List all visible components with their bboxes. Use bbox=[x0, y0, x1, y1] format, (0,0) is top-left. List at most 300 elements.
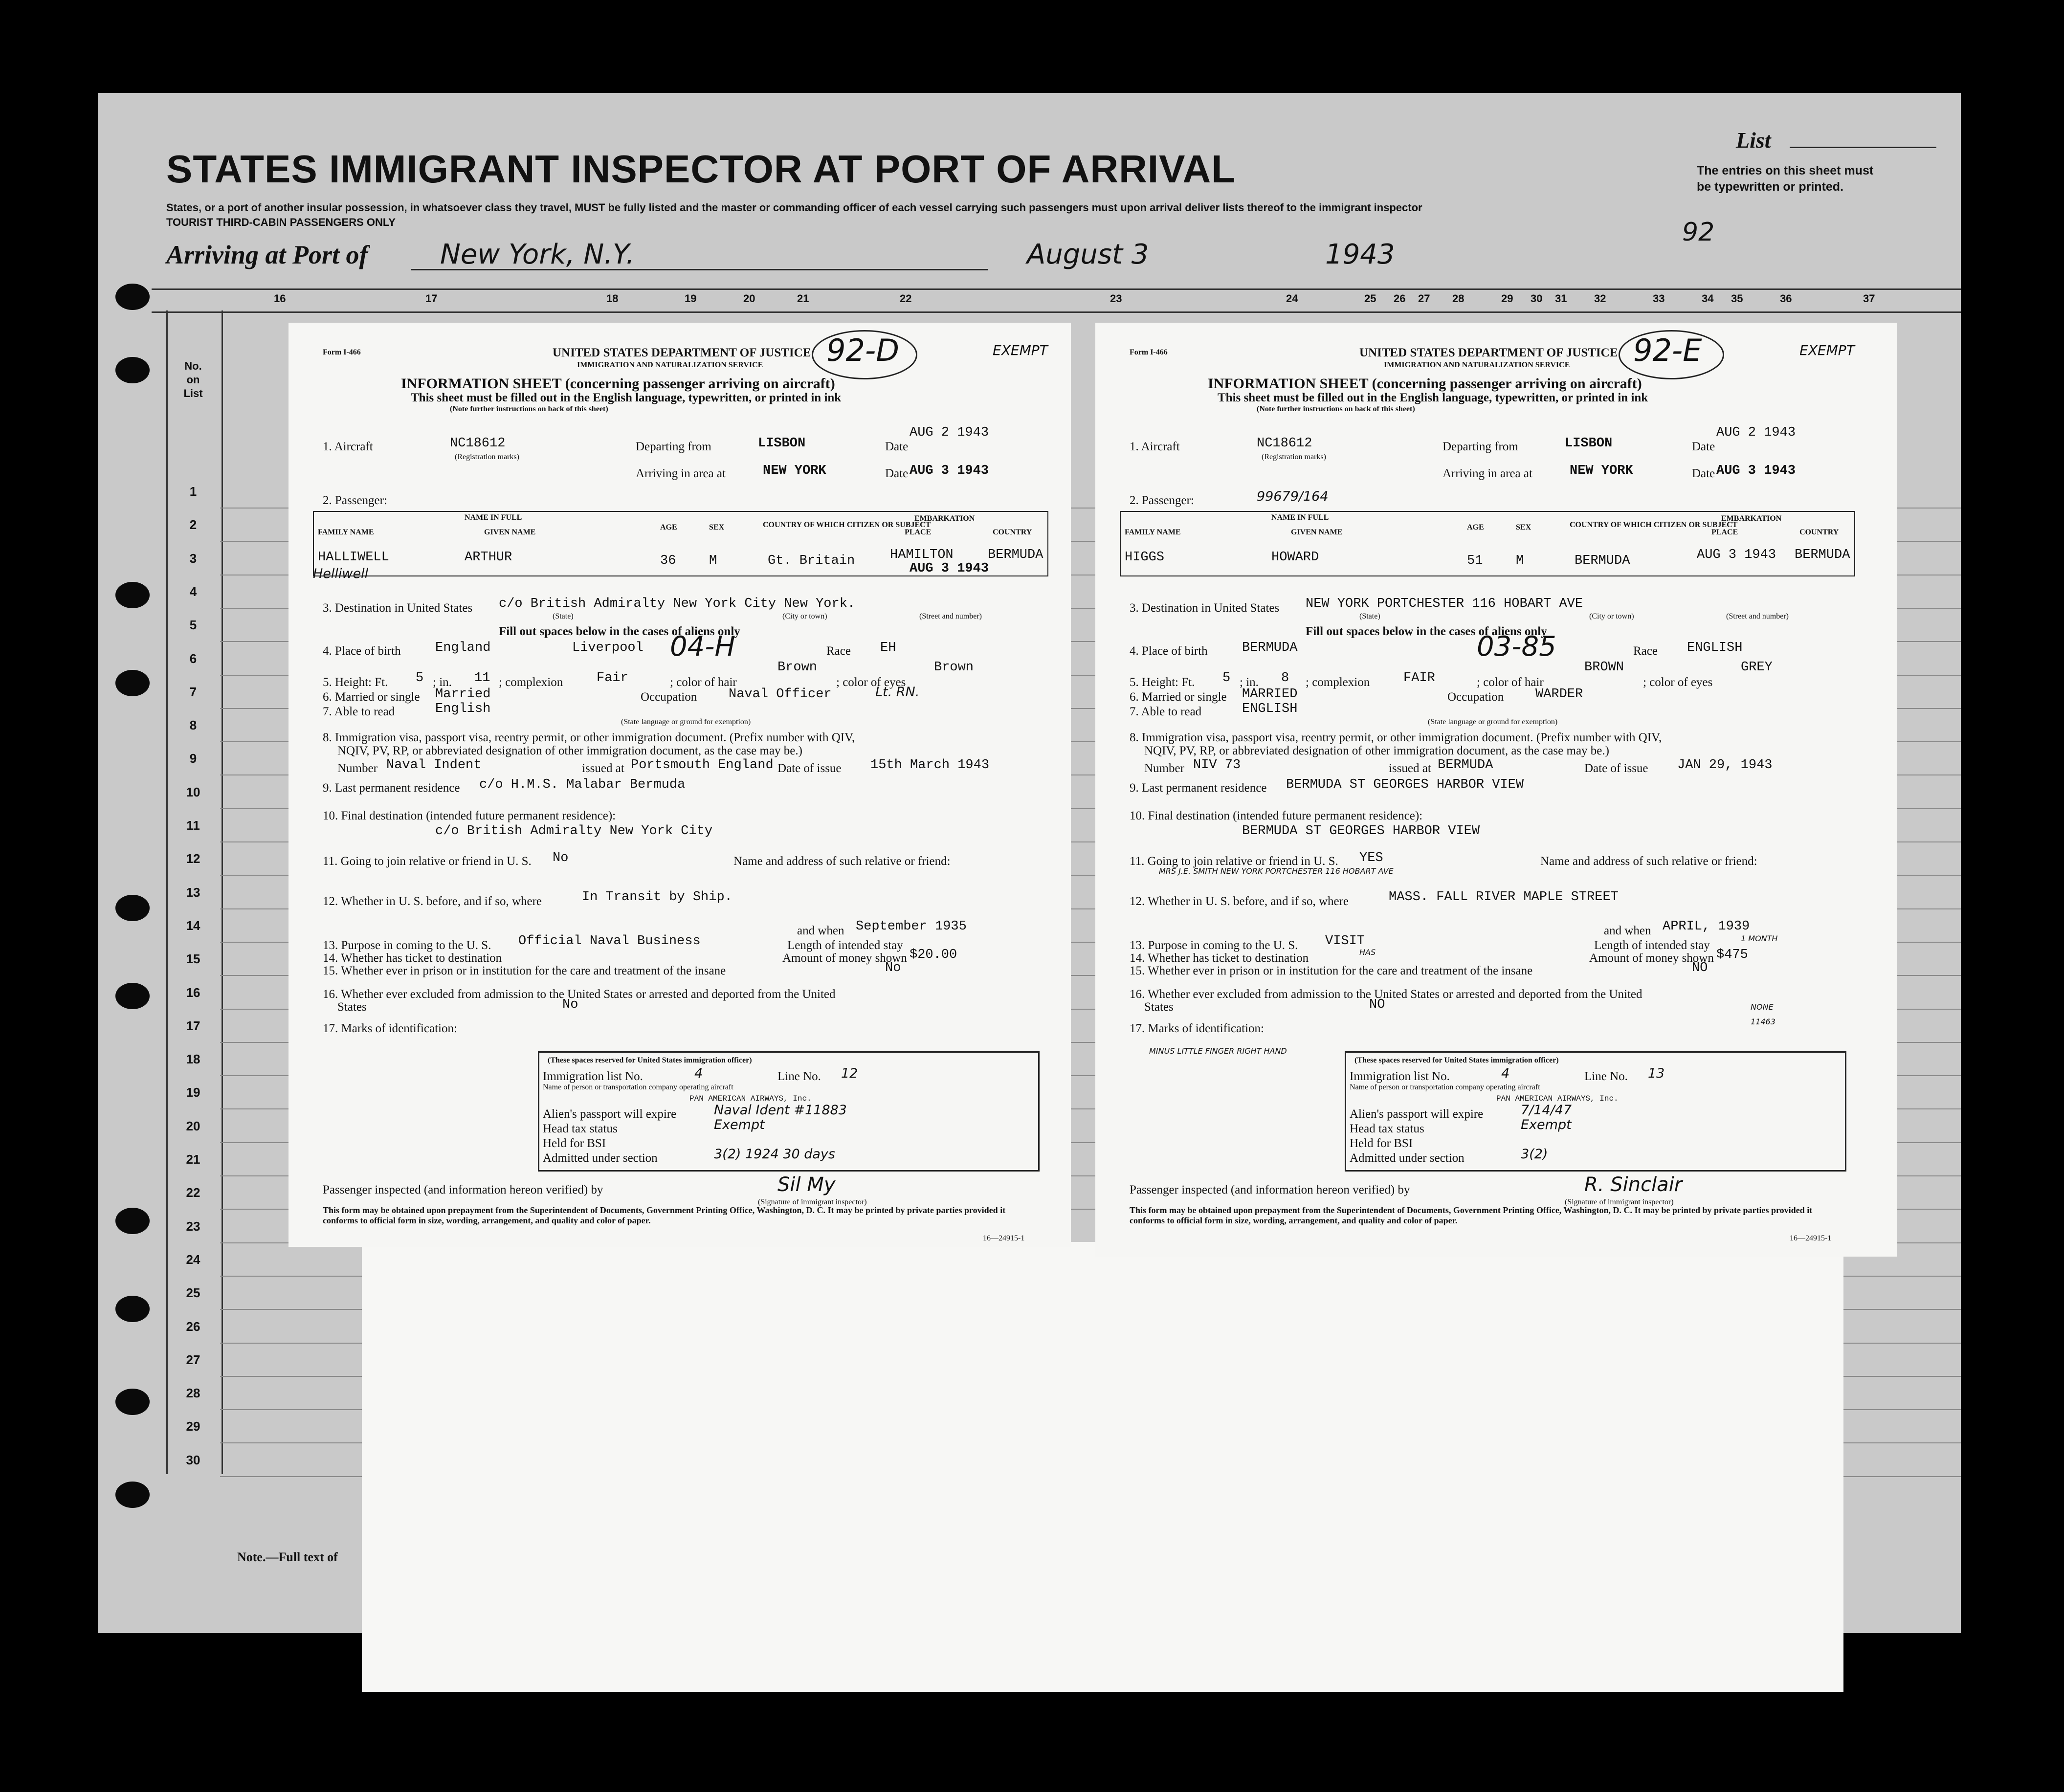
able-to-read: English bbox=[435, 702, 491, 716]
label-q14: 14. Whether has ticket to destination bbox=[323, 951, 502, 965]
label-q11: 11. Going to join relative or friend in U. S. bbox=[1130, 855, 1338, 868]
form-code: 16—24915-1 bbox=[1790, 1234, 1832, 1242]
form-number: Form I-466 bbox=[1130, 348, 1168, 356]
label-country: COUNTRY bbox=[993, 528, 1032, 536]
column-number: 25 bbox=[1364, 292, 1376, 305]
when: APRIL, 1939 bbox=[1663, 919, 1750, 934]
label-q17: 17. Marks of identification: bbox=[323, 1022, 457, 1035]
label-embarkation: EMBARKATION bbox=[914, 514, 975, 523]
label-departing: Departing from bbox=[636, 440, 711, 453]
label-admitted: Admitted under section bbox=[543, 1151, 658, 1165]
passenger-number: 99679/164 bbox=[1257, 489, 1329, 504]
departing-value: LISBON bbox=[758, 436, 806, 451]
marks-num: 11463 bbox=[1751, 1017, 1775, 1026]
inspector-signature: R. Sinclair bbox=[1584, 1173, 1683, 1196]
binder-hole bbox=[115, 1482, 150, 1508]
circled-number: 92-D bbox=[826, 332, 900, 368]
race: EH bbox=[880, 641, 896, 655]
label-admitted: Admitted under section bbox=[1350, 1151, 1465, 1165]
label-city: (City or town) bbox=[1589, 612, 1634, 620]
circled-number-ring bbox=[812, 330, 917, 379]
label-city: (City or town) bbox=[782, 612, 827, 620]
label-in: ; in. bbox=[433, 676, 452, 689]
passport-exp: 7/14/47 bbox=[1521, 1103, 1572, 1118]
label-lang: (State language or ground for exemption) bbox=[1428, 718, 1558, 726]
row-number: 8 bbox=[189, 718, 197, 733]
row-number: 23 bbox=[186, 1218, 200, 1234]
money: $20.00 bbox=[910, 948, 957, 962]
list-underline bbox=[1790, 147, 1936, 148]
birth-code: 04-H bbox=[670, 631, 735, 663]
aircraft-value: NC18612 bbox=[1257, 436, 1312, 451]
label-complexion: ; complexion bbox=[1306, 676, 1370, 689]
age: 51 bbox=[1467, 553, 1483, 568]
label-eyes: ; color of eyes bbox=[1643, 676, 1713, 689]
married: Married bbox=[435, 687, 491, 702]
reserved-box bbox=[1345, 1051, 1846, 1172]
label-in: ; in. bbox=[1240, 676, 1259, 689]
arriving-year: 1943 bbox=[1325, 239, 1395, 270]
row-number: 30 bbox=[186, 1452, 200, 1467]
binder-hole bbox=[115, 582, 150, 608]
row-number: 20 bbox=[186, 1118, 200, 1133]
passenger-table bbox=[1120, 511, 1855, 576]
height-in: 8 bbox=[1281, 671, 1289, 686]
row-number: 2 bbox=[189, 517, 197, 532]
exempt-mark: EXEMPT bbox=[1799, 342, 1855, 358]
doc-date: 15th March 1943 bbox=[870, 758, 990, 773]
label-date-issue: Date of issue bbox=[777, 762, 842, 775]
label-reg: (Registration marks) bbox=[455, 453, 519, 461]
label-q11: 11. Going to join relative or friend in U. S. bbox=[323, 855, 532, 868]
reserved-note: (These spaces reserved for United States immigration officer) bbox=[548, 1056, 752, 1064]
label-q8b: NQIV, PV, RP, or abbreviated designation of other immigration document, as the case may be.) bbox=[337, 744, 802, 757]
binder-hole bbox=[115, 670, 150, 696]
prison: NO bbox=[1692, 961, 1708, 975]
label-q8b: NQIV, PV, RP, or abbreviated designation of other immigration document, as the case may be.) bbox=[1144, 744, 1609, 757]
instruction-note: (Note further instructions on back of this sheet) bbox=[1257, 405, 1415, 413]
hair: BROWN bbox=[1584, 660, 1624, 675]
label-family: FAMILY NAME bbox=[318, 528, 374, 536]
date-stamp: AUG 2 1943 bbox=[910, 425, 989, 440]
row-number: 3 bbox=[189, 551, 197, 566]
label-q6: 6. Married or single bbox=[323, 690, 420, 704]
date-stamp: AUG 2 1943 bbox=[1716, 425, 1796, 440]
embark-place: AUG 3 1943 bbox=[1697, 548, 1776, 562]
label-place: PLACE bbox=[905, 528, 932, 536]
family-name: HALLIWELL bbox=[318, 550, 389, 565]
inspector-signature: Sil My bbox=[777, 1173, 836, 1196]
label-departing: Departing from bbox=[1443, 440, 1518, 453]
birth-city: Liverpool bbox=[572, 641, 644, 655]
residence: c/o H.M.S. Malabar Bermuda bbox=[479, 777, 686, 792]
imm-list-value: 4 bbox=[694, 1066, 703, 1081]
row-number: 7 bbox=[189, 684, 197, 699]
sex: M bbox=[1516, 553, 1524, 568]
row-number: 17 bbox=[186, 1018, 200, 1033]
passenger-table bbox=[313, 511, 1048, 576]
column-number: 26 bbox=[1394, 292, 1406, 305]
label-q17: 17. Marks of identification: bbox=[1130, 1022, 1264, 1035]
join-relative: No bbox=[553, 851, 569, 865]
label-occupation: Occupation bbox=[641, 690, 697, 704]
column-number: 36 bbox=[1780, 292, 1792, 305]
admitted: 3(2) 1924 30 days bbox=[714, 1147, 835, 1162]
label-q11b: Name and address of such relative or friend: bbox=[733, 855, 951, 868]
column-number: 30 bbox=[1531, 292, 1543, 305]
marks-extra: NONE bbox=[1751, 1002, 1774, 1012]
label-date: Date bbox=[1692, 440, 1715, 453]
label-q3: 3. Destination in United States bbox=[1130, 601, 1280, 615]
arrival-stamp: AUG 3 1943 bbox=[1716, 464, 1796, 478]
row-number: 1 bbox=[189, 484, 197, 499]
excluded: No bbox=[562, 997, 578, 1012]
label-passport: Alien's passport will expire bbox=[1350, 1107, 1484, 1121]
label-q5: 5. Height: Ft. bbox=[323, 676, 388, 689]
excluded: NO bbox=[1369, 997, 1385, 1012]
arriving-date: August 3 bbox=[1027, 239, 1149, 270]
row-number: 19 bbox=[186, 1085, 200, 1100]
embark-stamp: AUG 3 1943 bbox=[910, 561, 989, 576]
column-number: 31 bbox=[1555, 292, 1567, 305]
label-q13: 13. Purpose in coming to the U. S. bbox=[1130, 939, 1298, 952]
label-passenger: 2. Passenger: bbox=[323, 494, 387, 507]
column-number: 17 bbox=[425, 292, 438, 305]
label-hair: ; color of hair bbox=[670, 676, 737, 689]
admitted: 3(2) bbox=[1521, 1147, 1548, 1162]
row-number: 24 bbox=[186, 1252, 200, 1267]
label-family: FAMILY NAME bbox=[1125, 528, 1181, 536]
list-note-1: The entries on this sheet must bbox=[1697, 164, 1874, 177]
given-name: HOWARD bbox=[1271, 550, 1319, 565]
aliens-note: Fill out spaces below in the cases of aliens only bbox=[1306, 625, 1547, 638]
citizen: Gt. Britain bbox=[768, 553, 855, 568]
birth-country: BERMUDA bbox=[1242, 641, 1298, 655]
label-q9: 9. Last permanent residence bbox=[1130, 781, 1267, 795]
instruction-note: (Note further instructions on back of this sheet) bbox=[450, 405, 608, 413]
label-head-tax: Head tax status bbox=[543, 1122, 618, 1135]
label-issued: issued at bbox=[582, 762, 624, 775]
final-destination: c/o British Admiralty New York City bbox=[435, 824, 713, 839]
department: UNITED STATES DEPARTMENT OF JUSTICE bbox=[1359, 346, 1618, 359]
embark-country: BERMUDA bbox=[988, 548, 1043, 562]
manifest-title: STATES IMMIGRANT INSPECTOR AT PORT OF ARRIVAL bbox=[166, 147, 1236, 191]
label-citizen: COUNTRY OF WHICH CITIZEN OR SUBJECT bbox=[763, 521, 931, 529]
label-eyes: ; color of eyes bbox=[836, 676, 906, 689]
reserved-box bbox=[538, 1051, 1040, 1172]
list-note-2: be typewritten or printed. bbox=[1697, 180, 1844, 194]
label-number: Number bbox=[1144, 762, 1184, 775]
row-number: 4 bbox=[189, 584, 197, 599]
given-name: ARTHUR bbox=[465, 550, 512, 565]
row-number: 11 bbox=[186, 818, 200, 833]
column-number: 16 bbox=[274, 292, 286, 305]
label-hair: ; color of hair bbox=[1477, 676, 1544, 689]
label-q8: 8. Immigration visa, passport visa, reentry permit, or other immigration document. (Prefix number with QIV, bbox=[1130, 731, 1662, 744]
label-name-in-full: NAME IN FULL bbox=[465, 513, 522, 522]
label-line-no: Line No. bbox=[1584, 1070, 1628, 1083]
embark-country: BERMUDA bbox=[1795, 548, 1850, 562]
embark-place: HAMILTON bbox=[890, 548, 954, 562]
label-q16: 16. Whether ever excluded from admission to the United States or arrested and deported from the United bbox=[323, 988, 836, 1001]
column-number: 24 bbox=[1286, 292, 1298, 305]
label-street: (Street and number) bbox=[1726, 612, 1789, 620]
label-date-issue: Date of issue bbox=[1584, 762, 1648, 775]
label-head-tax: Head tax status bbox=[1350, 1122, 1424, 1135]
birth-country: England bbox=[435, 641, 491, 655]
label-stay: Length of intended stay bbox=[787, 939, 903, 952]
citizen: BERMUDA bbox=[1575, 553, 1630, 568]
marks: MINUS LITTLE FINGER RIGHT HAND bbox=[1149, 1046, 1287, 1056]
prison: No bbox=[885, 961, 901, 975]
manifest-class: TOURIST THIRD-CABIN PASSENGERS ONLY bbox=[166, 216, 396, 228]
binder-hole bbox=[115, 983, 150, 1009]
occupation: WARDER bbox=[1535, 687, 1583, 702]
purpose: Official Naval Business bbox=[518, 934, 701, 949]
label-q5: 5. Height: Ft. bbox=[1130, 676, 1195, 689]
relative: MRS J.E. SMITH NEW YORK PORTCHESTER 116 HOBART AVE bbox=[1159, 866, 1394, 876]
purpose: VISIT bbox=[1325, 934, 1365, 949]
label-q12: 12. Whether in U. S. before, and if so, where bbox=[323, 895, 542, 908]
exempt-mark: EXEMPT bbox=[993, 342, 1048, 358]
sig-caption: (Signature of immigrant inspector) bbox=[758, 1198, 867, 1206]
information-sheet-left bbox=[289, 323, 1071, 1247]
arriving-value: NEW YORK bbox=[763, 464, 826, 478]
row-number: 18 bbox=[186, 1052, 200, 1067]
blank-backing-sheet bbox=[362, 1242, 1843, 1692]
destination: NEW YORK PORTCHESTER 116 HOBART AVE bbox=[1306, 597, 1583, 611]
label-state: (State) bbox=[1359, 612, 1380, 620]
row-number: 28 bbox=[186, 1386, 200, 1401]
column-number: 20 bbox=[743, 292, 755, 305]
married: MARRIED bbox=[1242, 687, 1298, 702]
note-fragment: Note.—Full text of bbox=[237, 1550, 338, 1564]
doc-issued-at: Portsmouth England bbox=[631, 758, 774, 773]
able-to-read: ENGLISH bbox=[1242, 702, 1298, 716]
occupation-hw: Lt. RN. bbox=[875, 685, 920, 700]
arrival-stamp: AUG 3 1943 bbox=[910, 464, 989, 478]
label-when: and when bbox=[797, 924, 844, 937]
money: $475 bbox=[1716, 948, 1748, 962]
column-number: 33 bbox=[1653, 292, 1665, 305]
label-q15: 15. Whether ever in prison or in institution for the care and treatment of the insane bbox=[323, 964, 726, 977]
column-numbers bbox=[152, 292, 1961, 307]
form-number: Form I-466 bbox=[323, 348, 361, 356]
manifest-notice: States, or a port of another insular possession, in whatsoever class they travel, MUST be fully listed and the master or commanding officer of each vessel carrying such passengers must upon arrival deliver lists thereof to the immigrant inspector bbox=[166, 201, 1422, 214]
in-us-before: MASS. FALL RIVER MAPLE STREET bbox=[1389, 890, 1619, 905]
label-arriving: Arriving in area at bbox=[1443, 467, 1532, 480]
label-sex: SEX bbox=[1516, 523, 1531, 531]
label-q15: 15. Whether ever in prison or in institution for the care and treatment of the insane bbox=[1130, 964, 1533, 977]
instruction: This sheet must be filled out in the English language, typewritten, or printed in ink bbox=[1218, 391, 1648, 404]
label-q6: 6. Married or single bbox=[1130, 690, 1227, 704]
doc-issued-at: BERMUDA bbox=[1438, 758, 1493, 773]
departing-value: LISBON bbox=[1565, 436, 1613, 451]
label-lang: (State language or ground for exemption) bbox=[621, 718, 751, 726]
row-number: 10 bbox=[186, 784, 200, 799]
family-name-hw: Helliwell bbox=[313, 566, 369, 581]
arriving-port: New York, N.Y. bbox=[440, 239, 635, 270]
label-issued: issued at bbox=[1389, 762, 1431, 775]
circled-number-ring bbox=[1619, 330, 1724, 379]
label-place: PLACE bbox=[1711, 528, 1738, 536]
label-number: Number bbox=[337, 762, 377, 775]
col-header-no: No. on List bbox=[183, 360, 203, 399]
row-number: 25 bbox=[186, 1285, 200, 1301]
row-number: 6 bbox=[189, 651, 197, 666]
label-imm-list: Immigration list No. bbox=[1350, 1070, 1450, 1083]
circled-number: 92-E bbox=[1633, 332, 1702, 368]
height-ft: 5 bbox=[416, 671, 424, 686]
label-imm-list: Immigration list No. bbox=[543, 1070, 643, 1083]
department: UNITED STATES DEPARTMENT OF JUSTICE bbox=[553, 346, 811, 359]
label-q4: 4. Place of birth bbox=[323, 644, 401, 658]
service: IMMIGRATION AND NATURALIZATION SERVICE bbox=[1384, 361, 1570, 369]
label-reg: (Registration marks) bbox=[1262, 453, 1326, 461]
footer-note: This form may be obtained upon prepayment from the Superintendent of Documents, Government Printing Office, Washington, D. C. It may be printed by private parties provided it conforms to official form in size, wording, arrangement, and quality and color of paper. bbox=[323, 1205, 1006, 1225]
label-q11b: Name and address of such relative or friend: bbox=[1540, 855, 1757, 868]
label-company: Name of person or transportation company operating aircraft bbox=[1350, 1083, 1540, 1091]
column-number: 21 bbox=[797, 292, 809, 305]
occupation: Naval Officer bbox=[729, 687, 832, 702]
label-inspected: Passenger inspected (and information hereon verified) by bbox=[323, 1183, 603, 1196]
row-number: 26 bbox=[186, 1319, 200, 1334]
label-street: (Street and number) bbox=[919, 612, 982, 620]
label-given: GIVEN NAME bbox=[1291, 528, 1343, 536]
label-date: Date bbox=[885, 440, 909, 453]
column-number: 32 bbox=[1594, 292, 1606, 305]
family-name: HIGGS bbox=[1125, 550, 1165, 565]
row-number: 12 bbox=[186, 851, 200, 866]
head-tax: Exempt bbox=[1521, 1117, 1572, 1132]
column-number: 22 bbox=[900, 292, 912, 305]
label-state: (State) bbox=[553, 612, 574, 620]
row-number: 13 bbox=[186, 885, 200, 900]
binder-hole bbox=[115, 895, 150, 921]
row-number: 16 bbox=[186, 985, 200, 1000]
label-stay: Length of intended stay bbox=[1594, 939, 1710, 952]
row-number: 9 bbox=[189, 751, 197, 766]
column-number: 19 bbox=[685, 292, 697, 305]
row-number: 15 bbox=[186, 951, 200, 967]
heading: INFORMATION SHEET (concerning passenger arriving on aircraft) bbox=[401, 376, 835, 392]
row-number: 27 bbox=[186, 1352, 200, 1367]
label-q9: 9. Last permanent residence bbox=[323, 781, 460, 795]
arriving-underline bbox=[411, 269, 988, 270]
in-us-before: In Transit by Ship. bbox=[582, 890, 732, 905]
service: IMMIGRATION AND NATURALIZATION SERVICE bbox=[577, 361, 763, 369]
column-number: 34 bbox=[1702, 292, 1714, 305]
birth-code: 03-85 bbox=[1477, 631, 1556, 663]
arriving-label: Arriving at Port of bbox=[166, 240, 368, 269]
label-passport: Alien's passport will expire bbox=[543, 1107, 677, 1121]
row-numbers bbox=[178, 484, 208, 1486]
label-bsi: Held for BSI bbox=[543, 1137, 606, 1150]
label-complexion: ; complexion bbox=[499, 676, 563, 689]
sex: M bbox=[709, 553, 717, 568]
sig-caption: (Signature of immigrant inspector) bbox=[1565, 1198, 1674, 1206]
aircraft-value: NC18612 bbox=[450, 436, 506, 451]
join-relative: YES bbox=[1359, 851, 1383, 865]
company-value: PAN AMERICAN AIRWAYS, Inc. bbox=[1496, 1094, 1619, 1103]
height-in: 11 bbox=[474, 671, 490, 686]
list-number: 92 bbox=[1682, 218, 1715, 247]
binder-hole bbox=[115, 1389, 150, 1415]
label-age: AGE bbox=[1467, 523, 1484, 531]
label-money: Amount of money shown bbox=[782, 951, 907, 965]
line-no-value: 13 bbox=[1648, 1066, 1665, 1081]
imm-list-value: 4 bbox=[1501, 1066, 1510, 1081]
label-aircraft: 1. Aircraft bbox=[1130, 440, 1180, 453]
row-number: 14 bbox=[186, 918, 200, 933]
ticket: HAS bbox=[1359, 948, 1376, 957]
complexion: Fair bbox=[597, 671, 628, 686]
binder-hole bbox=[115, 357, 150, 383]
row-number: 29 bbox=[186, 1419, 200, 1434]
residence: BERMUDA ST GEORGES HARBOR VIEW bbox=[1286, 777, 1524, 792]
list-label: List bbox=[1736, 128, 1771, 153]
information-sheet-right bbox=[1095, 323, 1897, 1257]
label-citizen: COUNTRY OF WHICH CITIZEN OR SUBJECT bbox=[1570, 521, 1738, 529]
label-aircraft: 1. Aircraft bbox=[323, 440, 373, 453]
label-q10: 10. Final destination (intended future permanent residence): bbox=[323, 809, 616, 822]
hair: Brown bbox=[777, 660, 818, 675]
label-q16b: States bbox=[1144, 1000, 1174, 1014]
eyes: GREY bbox=[1741, 660, 1773, 675]
label-q3: 3. Destination in United States bbox=[323, 601, 473, 615]
column-number: 37 bbox=[1863, 292, 1875, 305]
destination: c/o British Admiralty New York City New York. bbox=[499, 597, 856, 611]
binder-hole bbox=[115, 284, 150, 310]
label-company: Name of person or transportation company operating aircraft bbox=[543, 1083, 733, 1091]
head-tax: Exempt bbox=[714, 1117, 765, 1132]
binder-hole bbox=[115, 1208, 150, 1234]
eyes: Brown bbox=[934, 660, 974, 675]
passport-exp: Naval Ident #11883 bbox=[714, 1103, 847, 1118]
footer-note: This form may be obtained upon prepayment from the Superintendent of Documents, Government Printing Office, Washington, D. C. It may be printed by private parties provided it conforms to official form in size, wording, arrangement, and quality and color of paper. bbox=[1130, 1205, 1813, 1225]
label-q10: 10. Final destination (intended future permanent residence): bbox=[1130, 809, 1423, 822]
age: 36 bbox=[660, 553, 676, 568]
reserved-note: (These spaces reserved for United States immigration officer) bbox=[1354, 1056, 1559, 1064]
label-bsi: Held for BSI bbox=[1350, 1137, 1413, 1150]
company-value: PAN AMERICAN AIRWAYS, Inc. bbox=[689, 1094, 812, 1103]
line-no-value: 12 bbox=[841, 1066, 858, 1081]
column-number: 27 bbox=[1418, 292, 1430, 305]
row-number: 5 bbox=[189, 618, 197, 633]
row-number: 22 bbox=[186, 1185, 200, 1200]
label-country: COUNTRY bbox=[1799, 528, 1839, 536]
label-q12: 12. Whether in U. S. before, and if so, where bbox=[1130, 895, 1349, 908]
label-q13: 13. Purpose in coming to the U. S. bbox=[323, 939, 491, 952]
label-date: Date bbox=[885, 467, 909, 480]
doc-date: JAN 29, 1943 bbox=[1677, 758, 1773, 773]
binder-hole bbox=[115, 1296, 150, 1322]
form-code: 16—24915-1 bbox=[983, 1234, 1025, 1242]
label-q16b: States bbox=[337, 1000, 367, 1014]
heading: INFORMATION SHEET (concerning passenger arriving on aircraft) bbox=[1208, 376, 1642, 392]
aliens-note: Fill out spaces below in the cases of aliens only bbox=[499, 625, 740, 638]
arriving-value: NEW YORK bbox=[1570, 464, 1633, 478]
column-number: 23 bbox=[1110, 292, 1122, 305]
label-arriving: Arriving in area at bbox=[636, 467, 726, 480]
column-number: 18 bbox=[606, 292, 619, 305]
instruction: This sheet must be filled out in the English language, typewritten, or printed in ink bbox=[411, 391, 842, 404]
when: September 1935 bbox=[856, 919, 967, 934]
label-passenger: 2. Passenger: bbox=[1130, 494, 1194, 507]
label-race: Race bbox=[1633, 644, 1658, 658]
stay: 1 MONTH bbox=[1741, 934, 1778, 943]
label-sex: SEX bbox=[709, 523, 725, 531]
